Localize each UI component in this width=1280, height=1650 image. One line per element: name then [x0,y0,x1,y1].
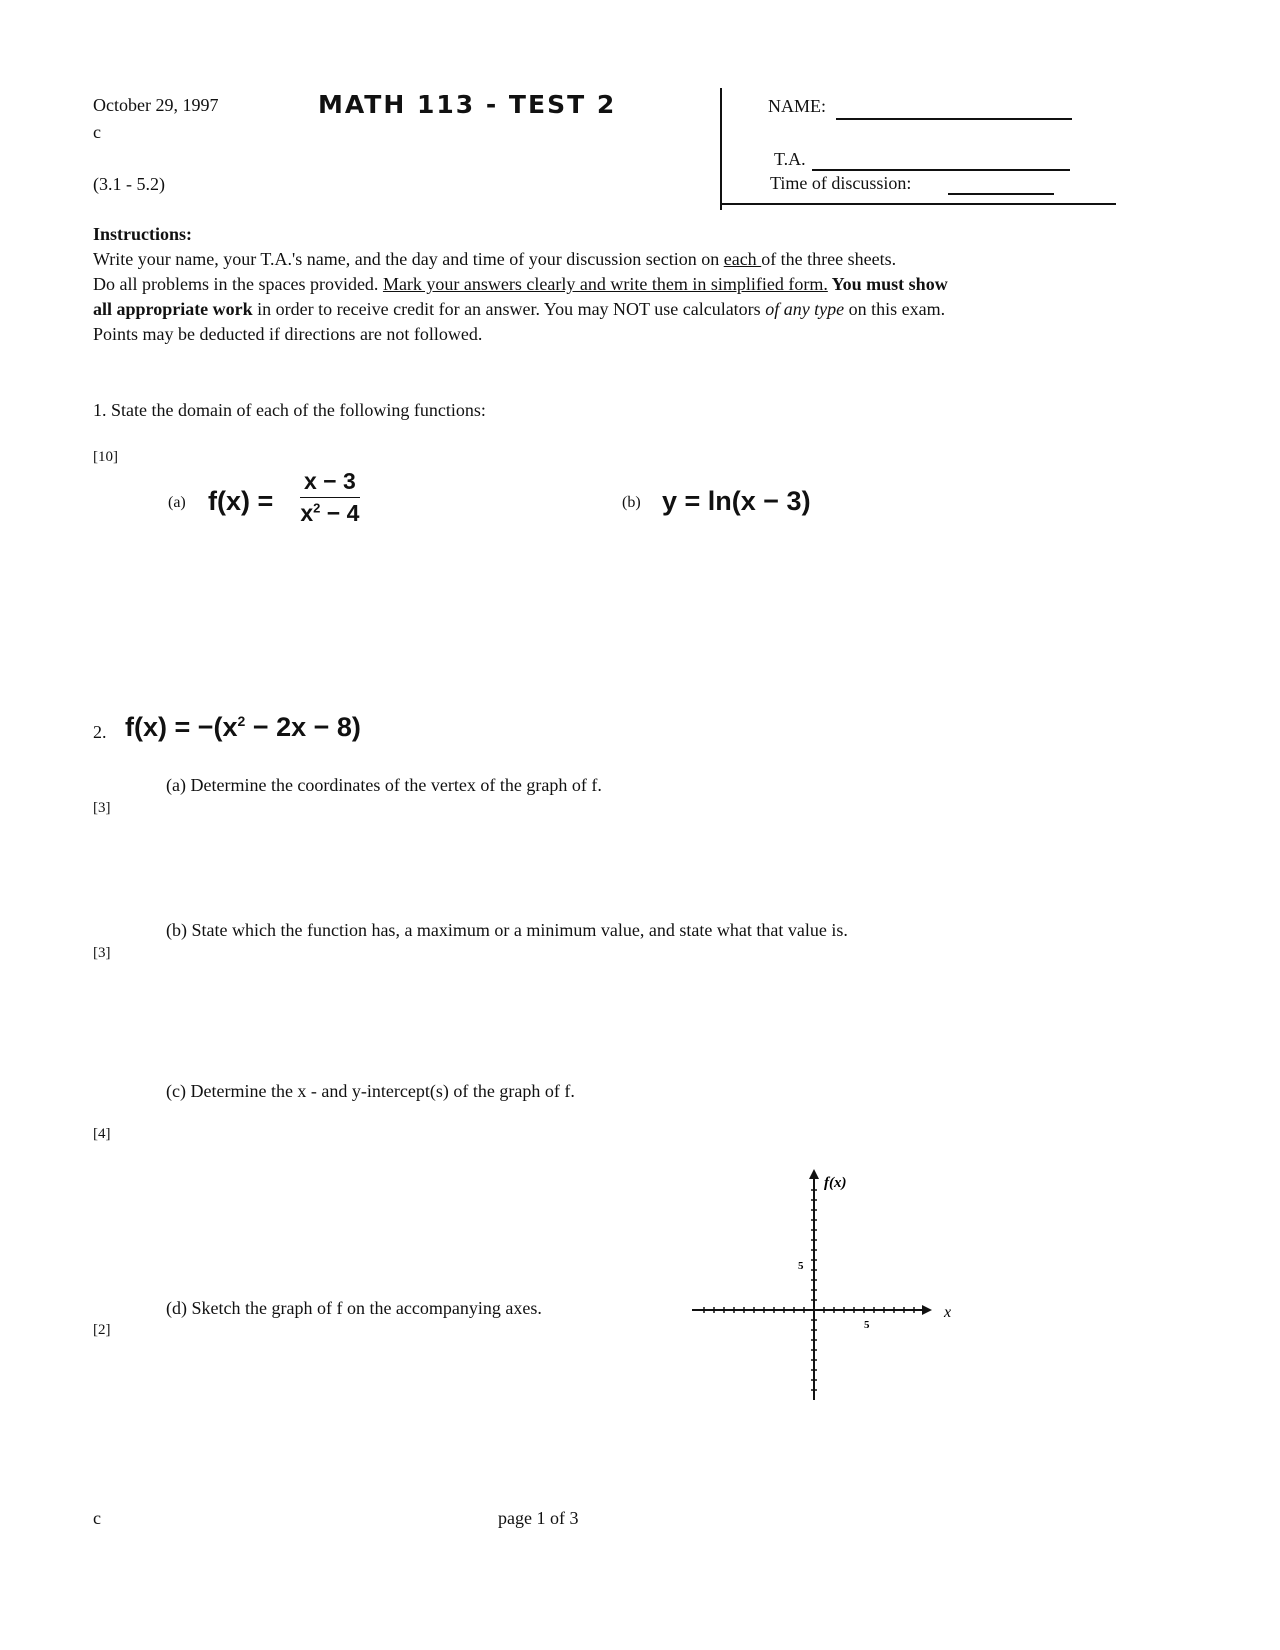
question-2b-text: (b) State which the function has, a maximum or a minimum value, and state what that value is. [166,920,848,940]
question-2d-text: (d) Sketch the graph of f on the accompanying axes. [166,1298,542,1318]
question-2-number: 2. [93,722,107,742]
instructions-line-4: Points may be deducted if directions are not followed. [93,324,483,344]
question-2a-text: (a) Determine the coordinates of the vertex of the graph of f. [166,775,602,795]
question-2d-points: [2] [93,1322,111,1338]
fraction-denominator: $x^2 - 4$ [300,500,360,526]
instructions-line-1: Write your name, your T.A.'s name, and the day and time of your discussion section on each of the three sheets. [93,249,897,269]
instructions-heading: Instructions: [93,224,193,244]
question-2a-points: [3] [93,800,111,816]
question-1a-fraction [300,468,360,527]
graph-axes[interactable] [680,1165,980,1405]
discussion-time-field[interactable] [948,193,1054,195]
y-axis-ticks [811,1190,817,1390]
question-1b-expression: y = ln(x − 3) [662,486,811,516]
footer-version: c [93,1508,101,1528]
question-1-points: [10] [93,449,118,465]
discussion-time-label: Time of discussion: [770,173,912,193]
question-1a-lhs: f(x) = [208,486,274,516]
name-label: NAME: [768,96,826,116]
question-1a-label: (a) [168,494,186,511]
question-1-text: 1. State the domain of each of the following functions: [93,400,486,420]
instructions-line-2: Do all problems in the spaces provided. Mark your answers clearly and write them in simplified form. You must show [93,274,948,294]
y-axis-arrow [809,1169,819,1179]
sections-covered: (3.1 - 5.2) [93,174,165,194]
version-letter: c [93,122,101,142]
x-axis-tick-label: 5 [864,1319,870,1331]
y-axis-label: f(x) [824,1175,847,1191]
question-1b-label: (b) [622,494,641,511]
y-axis-tick-label: 5 [798,1260,804,1272]
x-axis-label: x [944,1304,952,1321]
x-axis-arrow [922,1305,932,1315]
question-2c-text: (c) Determine the x - and y-intercept(s) of the graph of f. [166,1081,575,1101]
instructions-line-3: all appropriate work in order to receive credit for an answer. You may NOT use calculators of any type on this exam. [93,299,946,319]
question-2-function: $f(x) = -(x^2 - 2x - 8)$ [125,712,361,742]
question-2c-points: [4] [93,1126,111,1142]
page-title: MATH 113 - TEST 2 [318,90,617,119]
fraction-numerator: x − 3 [300,468,360,498]
test-date: October 29, 1997 [93,95,219,115]
page-number: page 1 of 3 [498,1508,579,1528]
header-box-left-border [720,88,722,210]
ta-field[interactable] [812,169,1070,171]
header-box-bottom-border [720,203,1116,205]
question-2b-points: [3] [93,945,111,961]
ta-label: T.A. [774,149,806,169]
name-field[interactable] [836,118,1072,120]
